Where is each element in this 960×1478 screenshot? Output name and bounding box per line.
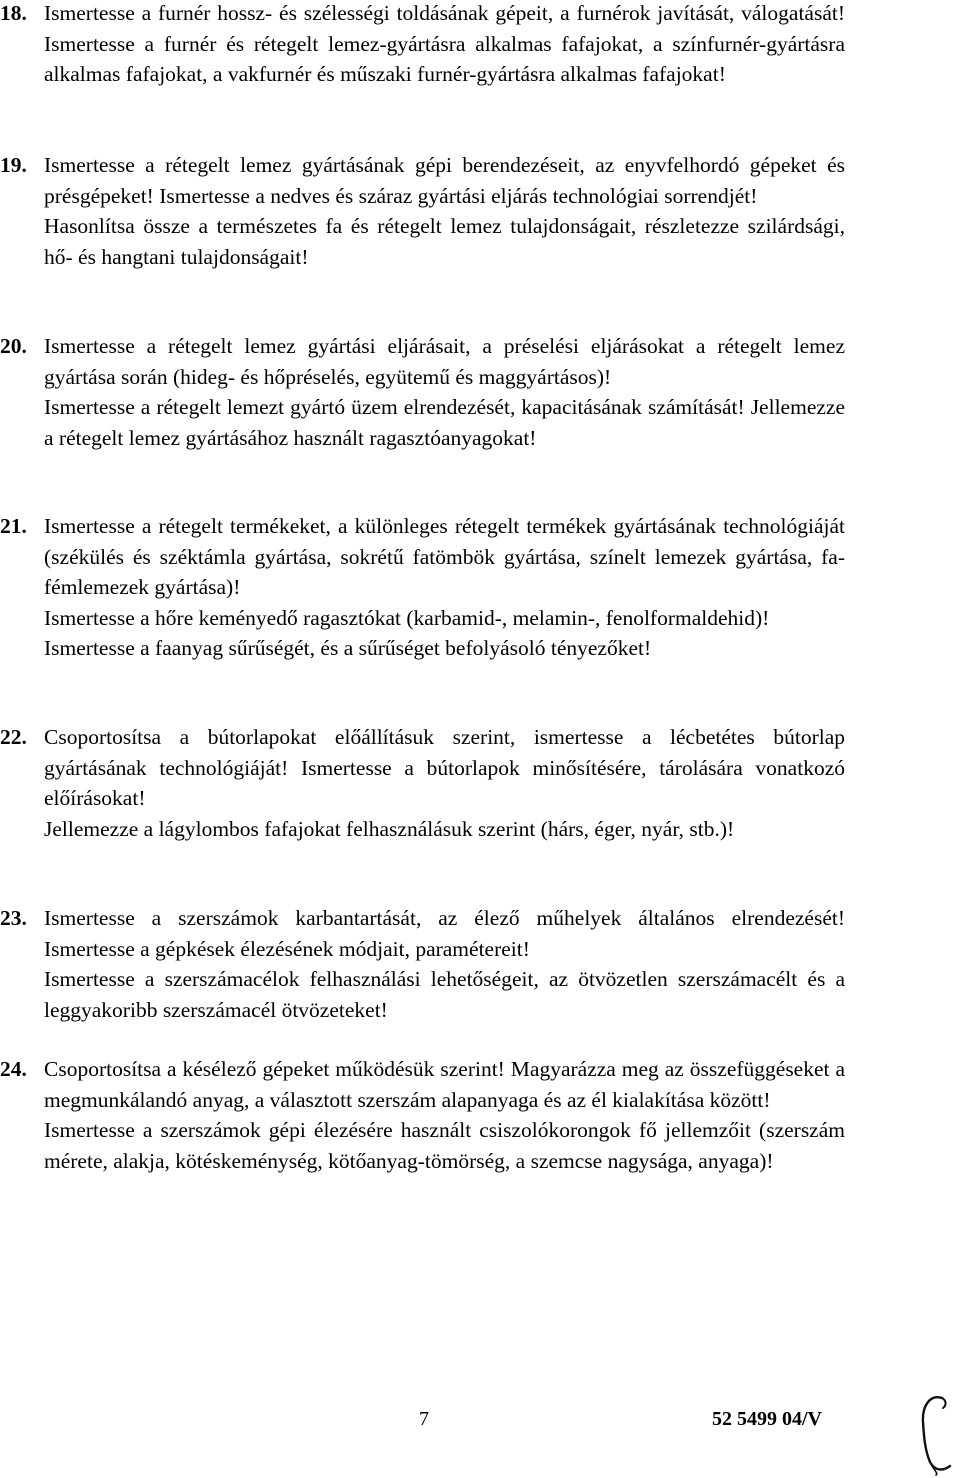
item-paragraph: Jellemezze a lágylombos fafajokat felhasználásuk szerint (hárs, éger, nyár, stb.)! — [44, 816, 735, 841]
item-paragraph: Ismertesse a furnér hossz- és szélességi toldásának gépeit, a furnérok javítását, válogatását! Ismertesse a furnér és rétegelt lemez-gyártásra alkalmas fafajokat, a színfurnér-gyártásra alkalmas fafajokat, a vakfurnér és műszaki furnér-gyártásra alkalmas fafajokat! — [44, 1, 845, 86]
item-paragraph: Ismertesse a rétegelt lemez gyártási eljárásait, a préselési eljárásokat a rétegelt lemez gyártása során (hideg- és hőpréselés, együtemű és maggyártásos)! — [44, 334, 845, 389]
item-paragraph: Ismertesse a rétegelt lemez gyártásának gépi berendezéseit, az enyvfelhordó gépeket és présgépeket! Ismertesse a nedves és száraz gyártási eljárás technológiai sorrendjét! — [44, 153, 845, 208]
item-text — [44, 331, 845, 453]
handwritten-initial-mark — [916, 1392, 956, 1476]
item-text — [44, 1054, 845, 1176]
item-text — [44, 722, 845, 844]
item-paragraph: Ismertesse a rétegelt termékeket, a különleges rétegelt termékek gyártásának technológiáját (székülés és széktámla gyártása, sokrétű fatömbök gyártása, színelt lemezek gyártása, fa- fémlemezek gyártása)! — [44, 514, 845, 599]
item-paragraph: Ismertesse a hőre keményedő ragasztókat (karbamid-, melamin-, fenolformaldehid)! — [44, 605, 770, 630]
item-number: 21. — [0, 514, 27, 538]
page-number: 7 — [419, 1408, 429, 1430]
exam-item-22 — [0, 722, 845, 844]
item-paragraph: Ismertesse a faanyag sűrűségét, és a sűrűséget befolyásoló tényezőket! — [44, 636, 652, 660]
item-paragraph: Ismertesse a rétegelt lemezt gyártó üzem elrendezését, kapacitásának számítását! Jellemezze a rétegelt lemez gyártásához használt ragasztóanyagokat! — [44, 395, 845, 450]
exam-item-19 — [0, 150, 845, 272]
item-text — [44, 903, 845, 1025]
item-number: 20. — [0, 334, 27, 358]
item-number: 19. — [0, 153, 27, 177]
document-code: 52 5499 04/V — [712, 1408, 822, 1430]
item-number: 24. — [0, 1057, 27, 1081]
item-paragraph: Hasonlítsa össze a természetes fa és rétegelt lemez tulajdonságait, részletezze szilárdsági, hő- és hangtani tulajdonságait! — [44, 214, 845, 269]
exam-item-20 — [0, 331, 845, 453]
item-text — [44, 150, 845, 272]
exam-item-18 — [0, 0, 845, 90]
exam-item-23 — [0, 903, 845, 1025]
item-text — [44, 0, 845, 90]
item-paragraph: Ismertesse a szerszámacélok felhasználási lehetőségeit, az ötvözetlen szerszámacélt és a leggyakoribb szerszámacél ötvözeteket! — [44, 967, 845, 1022]
item-paragraph: Csoportosítsa a késélező gépeket működésük szerint! Magyarázza meg az összefüggéseket a megmunkálandó anyag, a választott szerszám alapanyaga és az él kialakítása között! — [44, 1057, 845, 1112]
exam-item-21 — [0, 511, 845, 664]
item-paragraph: Ismertesse a szerszámok gépi élezésére használt csiszolókorongok fő jellemzőit (szerszám mérete, alakja, kötéskeménység, kötőanyag-tömörség, a szemcse nagysága, anyaga)! — [44, 1118, 845, 1173]
item-paragraph: Csoportosítsa a bútorlapokat előállításuk szerint, ismertesse a lécbetétes bútorlap gyártásának technológiáját! Ismertesse a bútorlapok minősítésére, tárolására vonatkozó előírásokat! — [44, 725, 845, 810]
item-number: 18. — [0, 1, 27, 25]
item-number: 22. — [0, 725, 27, 749]
item-paragraph: Ismertesse a szerszámok karbantartását, az élező műhelyek általános elrendezését! Ismertesse a gépkések élezésének módjait, paramétereit! — [44, 906, 845, 961]
item-number: 23. — [0, 906, 27, 930]
item-text — [44, 511, 845, 664]
exam-item-24 — [0, 1054, 845, 1176]
